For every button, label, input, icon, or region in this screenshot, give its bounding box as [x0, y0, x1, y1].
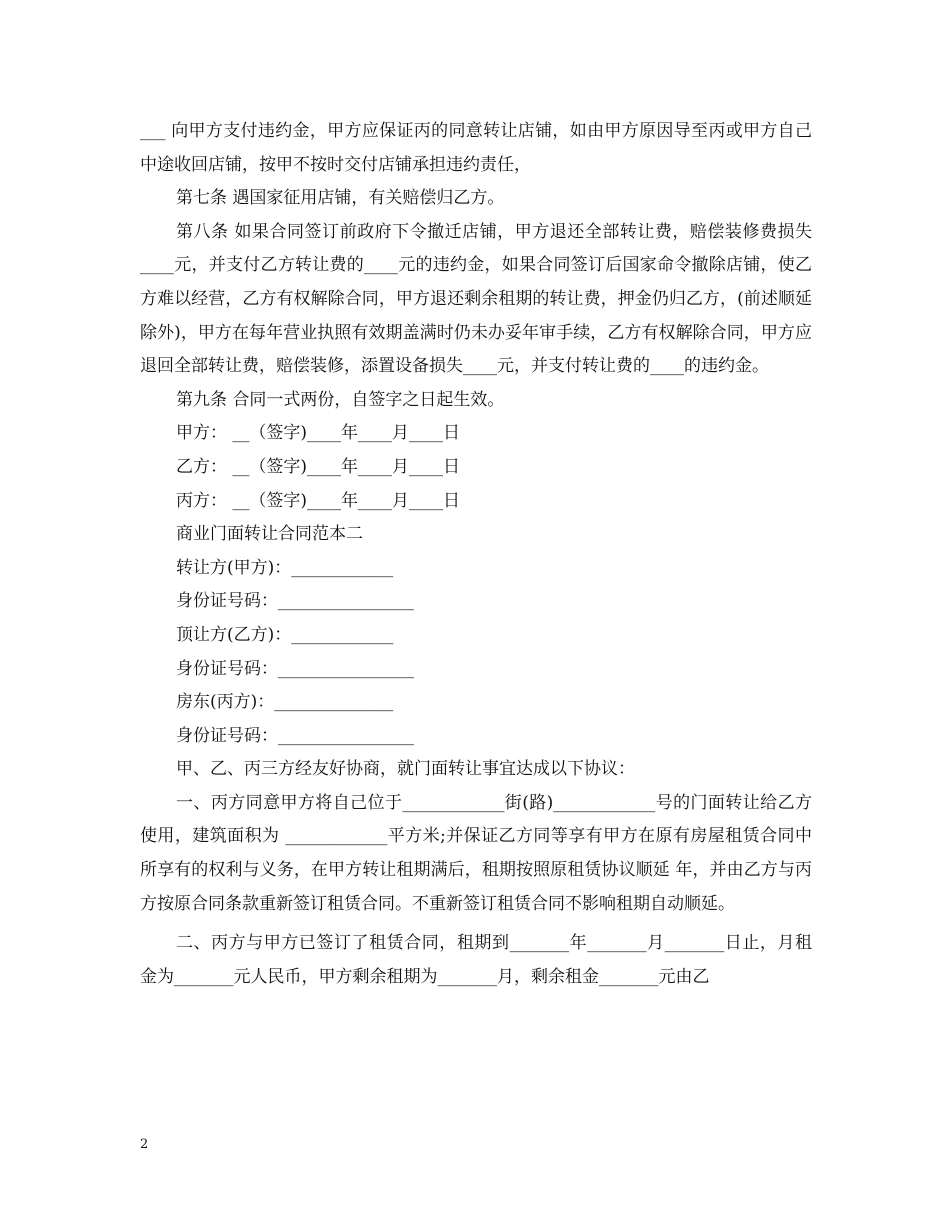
paragraph-clause-1: 一、丙方同意甲方将自己位于____________街(路)____________号的门面转让给乙方使用，建筑面积为 ____________平方米;并保证乙方同等享有甲方在原有房屋租赁合同中所享有的权利与义务，在甲方转让租期满后，租期按照原租赁协议顺延 年，并由乙方与丙方按原合同条款重新签订租赁合同。不重新签订租赁合同不影响租期自动顺延。	[140, 792, 812, 914]
field-transferee: 顶让方(乙方)：____________	[176, 624, 394, 645]
paragraph-agreement-intro: 甲、乙、丙三方经友好协商，就门面转让事宜达成以下协议：	[176, 759, 635, 780]
signature-line-party-a: 甲方： __（签字)____年____月____日	[176, 423, 461, 444]
document-body	[140, 115, 812, 994]
signature-line-party-c: 丙方： __（签字)____年____月____日	[176, 490, 461, 511]
field-landlord-id: 身份证号码：________________	[176, 725, 414, 746]
signature-line-party-b: 乙方： __（签字)____年____月____日	[176, 456, 461, 477]
paragraph-clause-2: 二、丙方与甲方已签订了租赁合同，租期到_______年_______月_______日止，月租金为_______元人民币，甲方剩余租期为_______月，剩余租金_______元由乙	[140, 933, 812, 987]
section-title-template-two: 商业门面转让合同范本二	[176, 524, 363, 545]
field-landlord: 房东(丙方)：______________	[176, 692, 394, 713]
paragraph-penalty-continuation: ___ 向甲方支付违约金，甲方应保证丙的同意转让店铺，如由甲方原因导至丙或甲方自己中途收回店铺，按甲不按时交付店铺承担违约责任，	[140, 121, 812, 175]
field-transferor: 转让方(甲方)：____________	[176, 557, 394, 578]
page-number: 2	[140, 1137, 149, 1152]
field-transferee-id: 身份证号码：________________	[176, 658, 414, 679]
paragraph-article-7: 第七条 遇国家征用店铺，有关赔偿归乙方。	[176, 188, 505, 209]
field-transferor-id: 身份证号码：________________	[176, 591, 414, 612]
paragraph-article-8: 第八条 如果合同签订前政府下令撤迁店铺，甲方退还全部转让费，赔偿装修费损失____元，并支付乙方转让费的____元的违约金，如果合同签订后国家命令撤除店铺，使乙方难以经营，乙方有权解除合同，甲方退还剩余租期的转让费，押金仍归乙方，(前述顺延除外)，甲方在每年营业执照有效期盖满时仍未办妥年审手续，乙方有权解除合同，甲方应退回全部转让费，赔偿装修，添置设备损失____元，并支付转让费的____的违约金。	[140, 221, 812, 377]
paragraph-article-9: 第九条 合同一式两份，自签字之日起生效。	[176, 389, 505, 410]
